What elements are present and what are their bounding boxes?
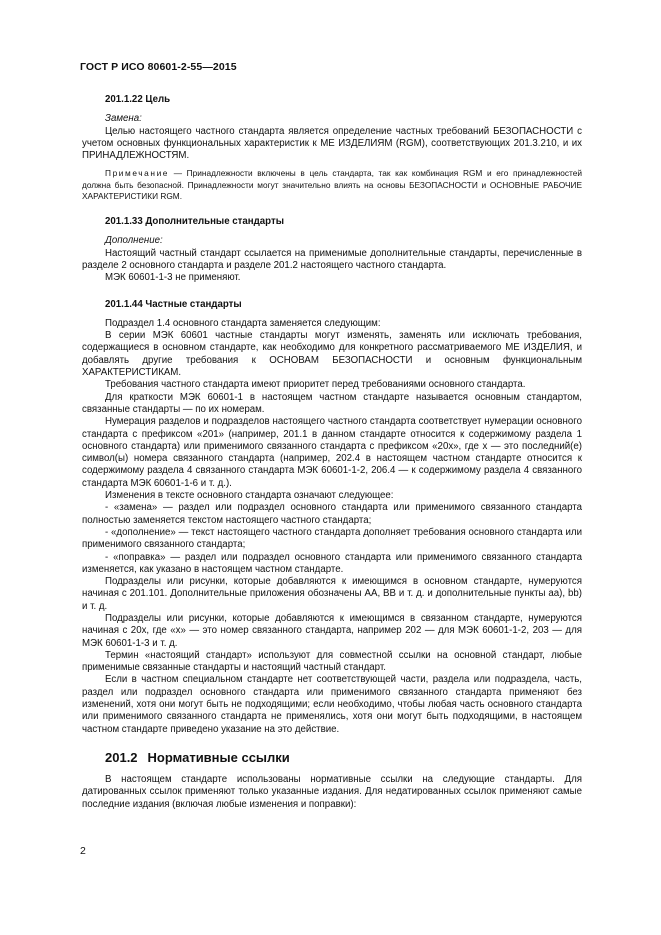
note-label: Примечание bbox=[105, 168, 170, 179]
section-201-1-22-label: Замена: bbox=[105, 113, 142, 125]
section-201-1-44-title: 201.1.44 Частные стандарты bbox=[105, 298, 242, 310]
paragraph: Если в частном специальном стандарте нет соответствующей части, раздела или подраздела, часть, раздел или подраздел основного стандарта или применимого связанного стандарта применяют без изменений, хотя они могут быть не подходящими; если необходимо, чтобы любая часть основного стандарта или применимого связанного стандарта не применялись, хотя они могут быть подходящими, в настоящем частном стандарте приведено указание на это действие. bbox=[82, 674, 582, 735]
page-content bbox=[82, 90, 582, 811]
paragraph: Изменения в тексте основного стандарта означают следующее: bbox=[105, 490, 394, 502]
document-header: ГОСТ Р ИСО 80601-2-55—2015 bbox=[80, 61, 237, 73]
section-title: Нормативные ссылки bbox=[147, 749, 290, 765]
section-201-2-heading bbox=[82, 750, 582, 766]
section-201-1-33-para: Настоящий частный стандарт ссылается на применимые дополнительные стандарты, перечисленные в разделе 2 основного стандарта и разделе 201.2 настоящего частного стандарта. bbox=[82, 247, 582, 271]
note-text: — Принадлежности включены в цель стандарта, так как комбинация RGM и его принадлежностей должна быть безопасной. Принадлежности могут значительно влиять на основы БЕЗОПАСНОСТИ и ОСНОВНЫЕ РАБОЧИЕ ХАРАКТЕРИСТИКИ RGM. bbox=[82, 168, 582, 201]
paragraph: Термин «настоящий стандарт» используют для совместной ссылки на основной стандарт, любые применимые связанные стандарты и настоящий частный стандарт. bbox=[82, 649, 582, 674]
paragraph: В серии МЭК 60601 частные стандарты могут изменять, заменять или исключать требования, содержащиеся в основном стандарте, как необходимо для конкретного рассматриваемого МЕ ИЗДЕЛИЯ, и добавлять другие требования к ОСНОВАМ БЕЗОПАСНОСТИ и основным функциональным ХАРАКТЕРИСТИКАМ. bbox=[82, 330, 582, 379]
paragraph: Подразделы или рисунки, которые добавляются к имеющимся в связанном стандарте, нумеруются начиная с 20x, где «x» — это номер связанного стандарта, например 202 — для МЭК 60601-1-2, 203 — для МЭК 60601-1-3 и т. д. bbox=[82, 613, 582, 649]
paragraph: Требования частного стандарта имеют приоритет перед требованиями основного стандарта. bbox=[105, 379, 526, 391]
paragraph: Нумерация разделов и подразделов настоящего частного стандарта соответствует нумерации основного стандарта с префиксом «201» (например, 201.1 в данном стандарте относится к содержимому раздела 1 основного стандарта) или применимого связанного стандарта с префиксом «20x», где x — это последний(е) символ(ы) номера связанного стандарта (например, 202.4 в настоящем частном стандарте относится к содержимому раздела 4 связанного стандарта МЭК 60601-1-2, 206.4 — к содержимому раздела 4 связанного стандарта МЭК 60601-1-6 и т. д.). bbox=[82, 416, 582, 489]
section-201-1-33-label: Дополнение: bbox=[105, 235, 163, 247]
section-201-1-22-text: Целью настоящего частного стандарта является определение частных требований БЕЗОПАСНОСТИ с учетом основных функциональных характеристик к МЕ ИЗДЕЛИЯМ (RGM), соответствующих 201.3.210, и их ПРИНАДЛЕЖНОСТЯМ. bbox=[82, 125, 582, 162]
section-number: 201.2 bbox=[105, 749, 138, 765]
paragraph: Подраздел 1.4 основного стандарта заменяется следующим: bbox=[105, 317, 381, 329]
paragraph: Для краткости МЭК 60601-1 в настоящем частном стандарте называется основным стандартом, связанные стандарты — по их номерам. bbox=[82, 391, 582, 415]
note bbox=[82, 168, 582, 202]
section-201-1-33-title: 201.1.33 Дополнительные стандарты bbox=[105, 216, 284, 228]
page-number: 2 bbox=[80, 845, 86, 857]
list-item: - «поправка» — раздел или подраздел основного стандарта или применимого связанного стандарта изменяется, как указано в настоящем частном стандарте. bbox=[82, 551, 582, 575]
list-item: - «дополнение» — текст настоящего частного стандарта дополняет требования основного стандарта или применимого связанного стандарта; bbox=[82, 526, 582, 551]
list-item: - «замена» — раздел или подраздел основного стандарта или применимого связанного стандарта полностью заменяется текстом настоящего частного стандарта; bbox=[82, 502, 582, 526]
section-201-2-text: В настоящем стандарте использованы нормативные ссылки на следующие стандарты. Для датированных ссылок применяют только указанные издания. Для недатированных ссылок применяют самые последние издания (включая любые изменения и поправки): bbox=[82, 773, 582, 810]
paragraph: Подразделы или рисунки, которые добавляются к имеющимся в основном стандарте, нумеруются начиная с 201.101. Дополнительные приложения обозначены АА, ВВ и т. д. и дополнительные пункты аа), bb) и т. д. bbox=[82, 576, 582, 612]
section-201-1-33-para: МЭК 60601-1-3 не применяют. bbox=[105, 272, 241, 284]
section-201-1-22-title: 201.1.22 Цель bbox=[105, 94, 171, 105]
